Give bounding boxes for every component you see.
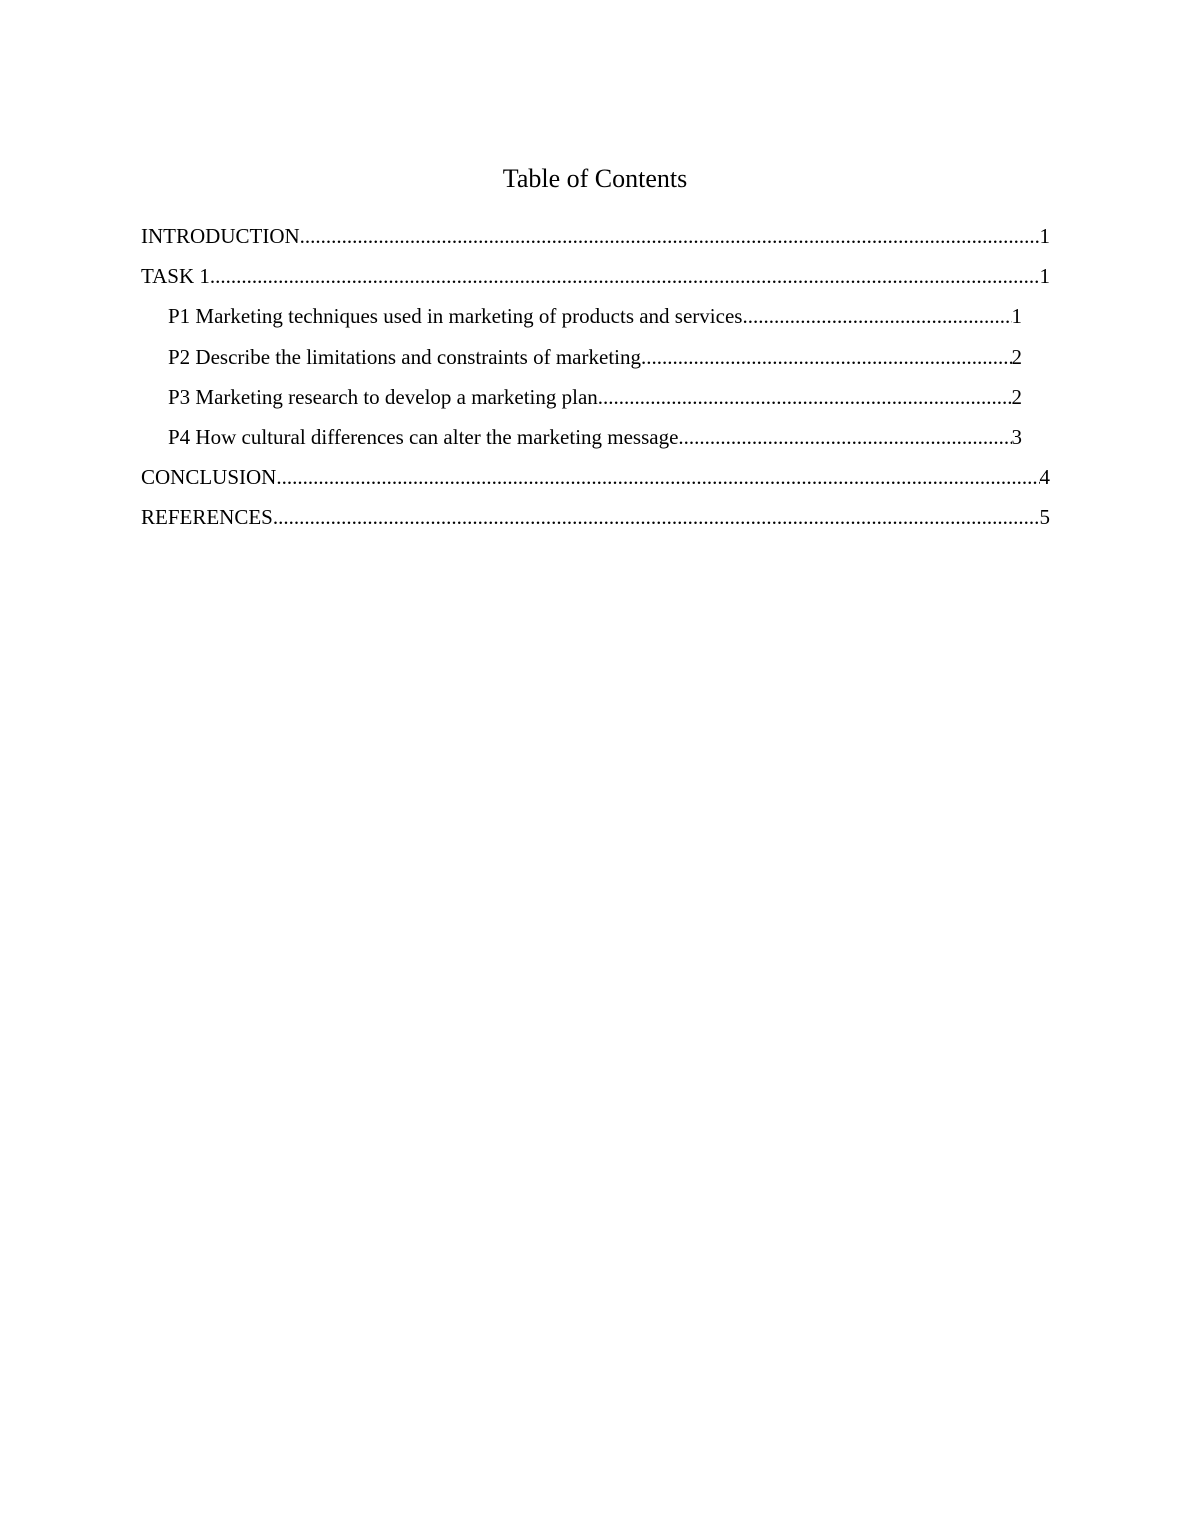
toc-title: Table of Contents (502, 164, 688, 193)
toc-dot-leader (273, 499, 1040, 535)
toc-entry-text: P3 Marketing research to develop a marketing plan (168, 384, 598, 409)
toc-entry-text: REFERENCES (141, 505, 273, 530)
toc-dot-leader (210, 258, 1040, 294)
toc-list (141, 218, 1050, 540)
toc-entry-text: INTRODUCTION (141, 224, 300, 248)
toc-entry-text: TASK 1 (141, 264, 210, 289)
toc-dot-leader (300, 218, 1040, 254)
toc-page-number: 2 (1011, 384, 1022, 409)
toc-entry-p3[interactable] (168, 379, 1022, 419)
toc-dot-leader (742, 298, 1011, 334)
toc-page-number: 2 (1011, 344, 1022, 369)
toc-entry-text: CONCLUSION (141, 465, 277, 490)
toc-entry-task-1[interactable] (141, 258, 1050, 298)
toc-page-number: 1 (1039, 264, 1050, 289)
toc-entry-references[interactable] (141, 499, 1050, 539)
toc-page-number: 1 (1011, 304, 1022, 329)
toc-entry-p2[interactable] (168, 339, 1022, 379)
toc-page-number: 1 (1039, 224, 1050, 248)
toc-entry-introduction[interactable] (141, 218, 1050, 258)
toc-dot-leader (641, 339, 1012, 375)
toc-entry-text: P4 How cultural differences can alter the marketing message (168, 424, 679, 449)
toc-dot-leader (276, 459, 1039, 495)
toc-page-number: 3 (1011, 424, 1022, 449)
toc-page-number: 4 (1039, 465, 1050, 490)
toc-entry-p4[interactable] (168, 419, 1022, 459)
toc-entry-text: P2 Describe the limitations and constraints of marketing (168, 344, 641, 369)
toc-entry-conclusion[interactable] (141, 459, 1050, 499)
toc-dot-leader (598, 379, 1012, 415)
toc-dot-leader (678, 419, 1011, 455)
toc-page-number: 5 (1039, 505, 1050, 530)
toc-entry-text: P1 Marketing techniques used in marketing of products and services (168, 304, 743, 329)
toc-entry-p1[interactable] (168, 298, 1022, 338)
